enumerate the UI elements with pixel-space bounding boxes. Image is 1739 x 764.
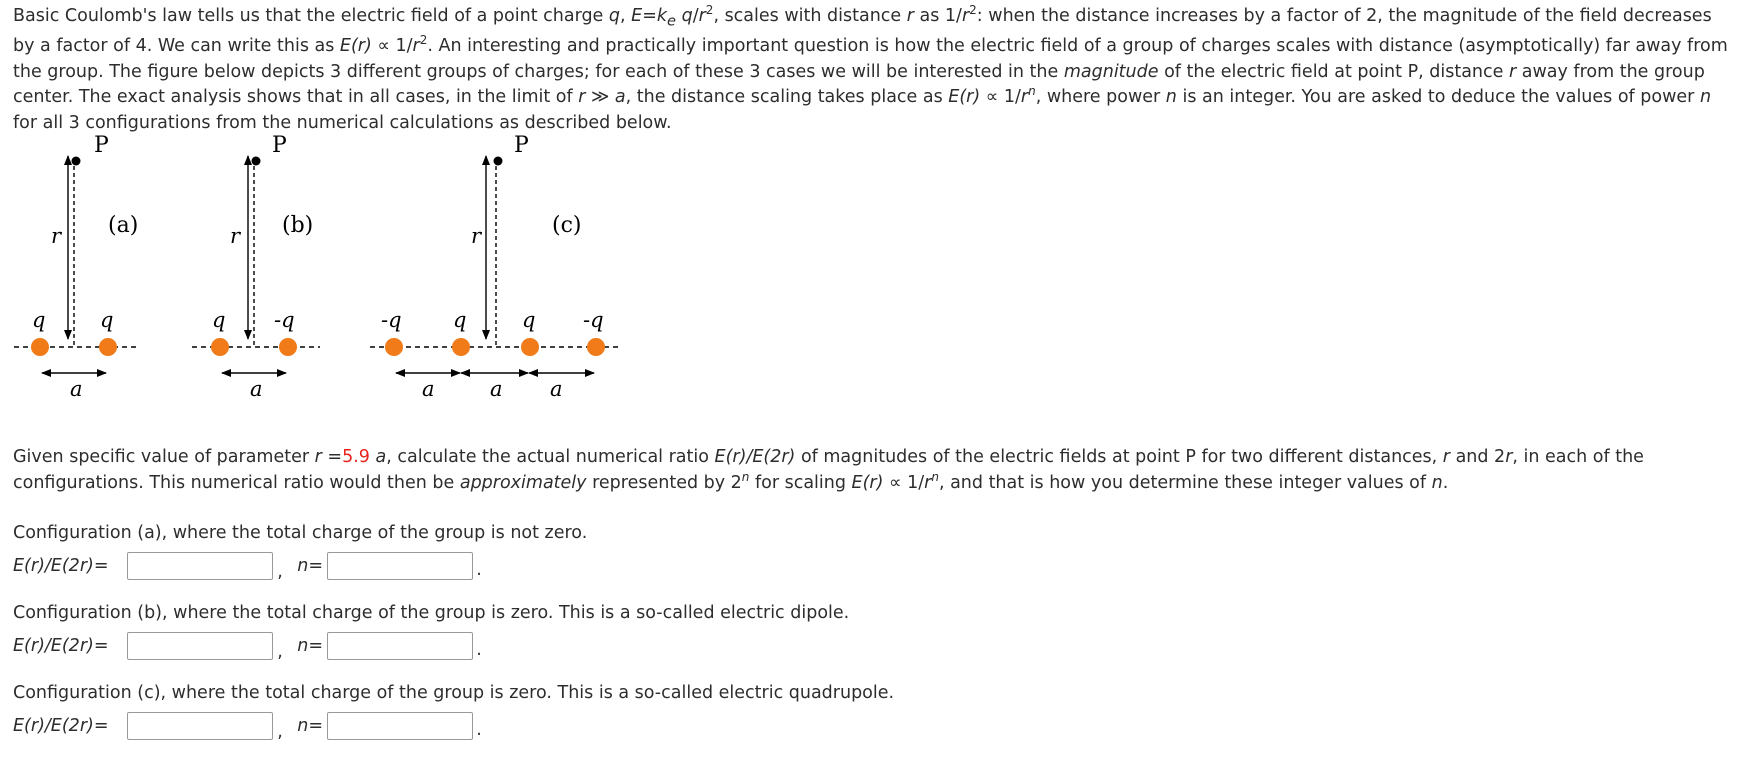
- charge-c-1: [385, 338, 403, 356]
- charge-b-left: [211, 338, 229, 356]
- charge-c-4: [587, 338, 605, 356]
- config-c-ratio-label: E(r)/E(2r)=: [13, 716, 109, 736]
- label-config-c: (c): [552, 213, 582, 238]
- label-r-c: r: [471, 224, 482, 248]
- label-p-c: P: [514, 133, 529, 158]
- label-q-c-2: q: [453, 308, 467, 332]
- label-q-a-left: q: [32, 308, 46, 332]
- config-c-diagram: [370, 156, 620, 373]
- charge-c-3: [521, 338, 539, 356]
- label-a-c3: a: [550, 377, 563, 401]
- label-negq-c-1: -q: [381, 308, 402, 332]
- point-p-dot-b: [252, 157, 261, 166]
- config-b-answer-row: E(r)/E(2r)= , n= .: [13, 632, 485, 660]
- label-a-c2: a: [490, 377, 503, 401]
- given-r-value: 5.9: [342, 447, 370, 467]
- label-q-b-left: q: [212, 308, 226, 332]
- config-a-ratio-label: E(r)/E(2r)=: [13, 556, 109, 576]
- label-a-c1: a: [422, 377, 435, 401]
- label-q-a-right: q: [100, 308, 114, 332]
- config-b-text: Configuration (b), where the total charge of the group is zero. This is a so-called electric dipole.: [13, 603, 850, 623]
- label-config-b: (b): [282, 213, 314, 238]
- config-b-ratio-label: E(r)/E(2r)=: [13, 636, 109, 656]
- point-p-dot-a: [72, 157, 81, 166]
- config-b-ratio-input[interactable]: [127, 632, 273, 660]
- label-r-b: r: [230, 224, 241, 248]
- config-a-n-label: n=: [297, 556, 323, 576]
- label-a-a: a: [70, 377, 83, 401]
- config-a-text: Configuration (a), where the total charge of the group is not zero.: [13, 523, 588, 543]
- label-config-a: (a): [108, 213, 139, 238]
- config-b-n-label: n=: [297, 636, 323, 656]
- label-negq-c-4: -q: [583, 308, 604, 332]
- config-a-diagram: [14, 156, 140, 373]
- config-c-text: Configuration (c), where the total charge of the group is zero. This is a so-called electric quadrupole.: [13, 683, 895, 703]
- config-c-answer-row: E(r)/E(2r)= , n= .: [13, 712, 485, 740]
- config-c-ratio-input[interactable]: [127, 712, 273, 740]
- label-p-b: P: [272, 133, 287, 158]
- label-p-a: P: [94, 133, 109, 158]
- problem-intro: Basic Coulomb's law tells us that the electric field of a point charge q, $E=k_e$ $q/r^2$, scales with distance r as $1/r^2$: when the distance increases by a factor of 2, the magnitude of the field decreases by a factor of 4. We can write this as $E(r) \propto 1/r^2$. An interesting and practically important question is how the electric field of a group of charges scales with distance (asymptotically) far away from the group. The figure below depicts 3 different groups of charges; for each of these 3 cases we will be interested in the magnitude of the electric field at point P, distance r away from the group center. The exact analysis shows that in all cases, in the limit of r ≫ a, the distance scaling takes place as $E(r) \propto 1/r^n$, where power n is an integer. You are asked to deduce the values of power n for all 3 configurations from the numerical calculations as described below.: [13, 3, 1728, 133]
- label-q-c-3: q: [522, 308, 536, 332]
- charge-a-right: [99, 338, 117, 356]
- point-p-dot-c: [494, 157, 503, 166]
- config-a-answer-row: E(r)/E(2r)= , n= .: [13, 552, 485, 580]
- charge-c-2: [452, 338, 470, 356]
- charge-b-right: [279, 338, 297, 356]
- label-negq-b-right: -q: [274, 308, 295, 332]
- config-b-n-input[interactable]: [327, 632, 473, 660]
- label-a-b: a: [250, 377, 263, 401]
- given-instructions: Given specific value of parameter r =5.9 a, calculate the actual numerical ratio E(r)/E(2r) of magnitudes of the electric fields at point P for two different distances, r and 2r, in each of the configurations. This numerical ratio would then be approximately represented by 2$^n$ for scaling $E(r) \propto 1/r^n$, and that is how you determine these integer values of n.: [13, 447, 1644, 493]
- config-c-n-input[interactable]: [327, 712, 473, 740]
- config-b-diagram: [192, 156, 320, 373]
- config-a-n-input[interactable]: [327, 552, 473, 580]
- label-r-a: r: [51, 224, 62, 248]
- charge-configurations-figure: [0, 133, 640, 401]
- config-a-ratio-input[interactable]: [127, 552, 273, 580]
- config-c-n-label: n=: [297, 716, 323, 736]
- charge-a-left: [31, 338, 49, 356]
